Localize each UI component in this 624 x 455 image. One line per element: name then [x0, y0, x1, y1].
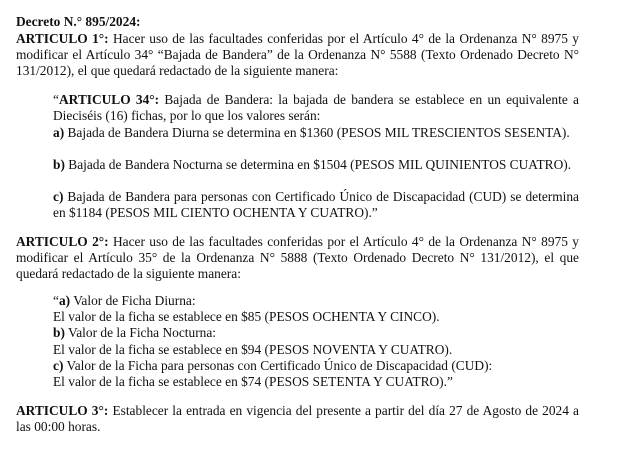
article-3-label: ARTICULO 3°: — [16, 403, 109, 418]
decree-title: Decreto N.° 895/2024: — [16, 14, 141, 29]
article-1 — [16, 31, 579, 80]
article-35-item-b-title — [53, 325, 579, 341]
item-title: Valor de Ficha Diurna: — [70, 293, 196, 308]
article-34-item-a — [53, 125, 579, 141]
article-34-label: ARTICULO 34°: — [58, 92, 160, 107]
article-35-item-c-text: El valor de la ficha se establece en $74 (PESOS SETENTA Y CUATRO).” — [53, 374, 453, 390]
article-3 — [16, 403, 579, 435]
quote-open: “ — [53, 293, 59, 308]
quote-open: “ — [53, 92, 59, 107]
item-text: Bajada de Bandera Nocturna se determina en $1504 (PESOS MIL QUINIENTOS CUATRO). — [64, 157, 572, 172]
article-1-text: Hacer uso de las facultades conferidas por el Artículo 4° de la Ordenanza N° 8975 y modificar el Artículo 34° “Bajada de Bandera” de la Ordenanza N° 5588 (Texto Ordenado Decreto N° 131/2012), el que quedará redactado de la siguiente manera: — [16, 31, 580, 79]
item-letter: a) — [53, 125, 65, 140]
article-35-item-a-title — [53, 293, 579, 309]
article-35-block — [53, 293, 579, 390]
item-letter: a) — [58, 293, 71, 308]
article-34-item-b — [53, 157, 579, 173]
article-3-text: Establecer la entrada en vigencia del presente a partir del día 27 de Agosto de 2024 a las 00:00 horas. — [16, 403, 579, 435]
article-35-item-b-text: El valor de la ficha se establece en $94 (PESOS NOVENTA Y CUATRO). — [53, 341, 453, 357]
article-34-intro — [53, 92, 579, 124]
article-35-item-c-title — [53, 358, 579, 374]
item-letter: b) — [53, 157, 65, 172]
article-1-label: ARTICULO 1°: — [16, 31, 109, 46]
item-text: Bajada de Bandera para personas con Certificado Único de Discapacidad (CUD) se determina en $1184 (PESOS MIL CIENTO OCHENTA Y CUATRO).” — [53, 189, 579, 221]
article-34-item-c — [53, 189, 579, 221]
item-title: Valor de la Ficha Nocturna: — [64, 325, 217, 341]
item-letter: c) — [53, 357, 64, 373]
article-2-text: Hacer uso de las facultades conferidas por el Artículo 4° de la Ordenanza N° 8975 y modificar el Artículo 35° de la Ordenanza N° 5888 (Texto Ordenado Decreto N° 131/2012), el que quedará redactado de la siguiente manera: — [16, 234, 580, 282]
item-letter: c) — [53, 189, 64, 204]
item-title: Valor de la Ficha para personas con Certificado Único de Discapacidad (CUD): — [63, 357, 493, 373]
article-2-label: ARTICULO 2°: — [16, 234, 109, 249]
item-text: Bajada de Bandera Diurna se determina en $1360 (PESOS MIL TRESCIENTOS SESENTA). — [64, 125, 570, 140]
article-35-item-a-text: El valor de la ficha se establece en $85 (PESOS OCHENTA Y CINCO). — [53, 309, 440, 325]
article-34-intro-text: Bajada de Bandera: la bajada de bandera se establece en un equivalente a Dieciséis (16) fichas, por lo que los valores serán: — [53, 92, 579, 124]
article-2 — [16, 234, 579, 283]
item-letter: b) — [53, 325, 65, 341]
